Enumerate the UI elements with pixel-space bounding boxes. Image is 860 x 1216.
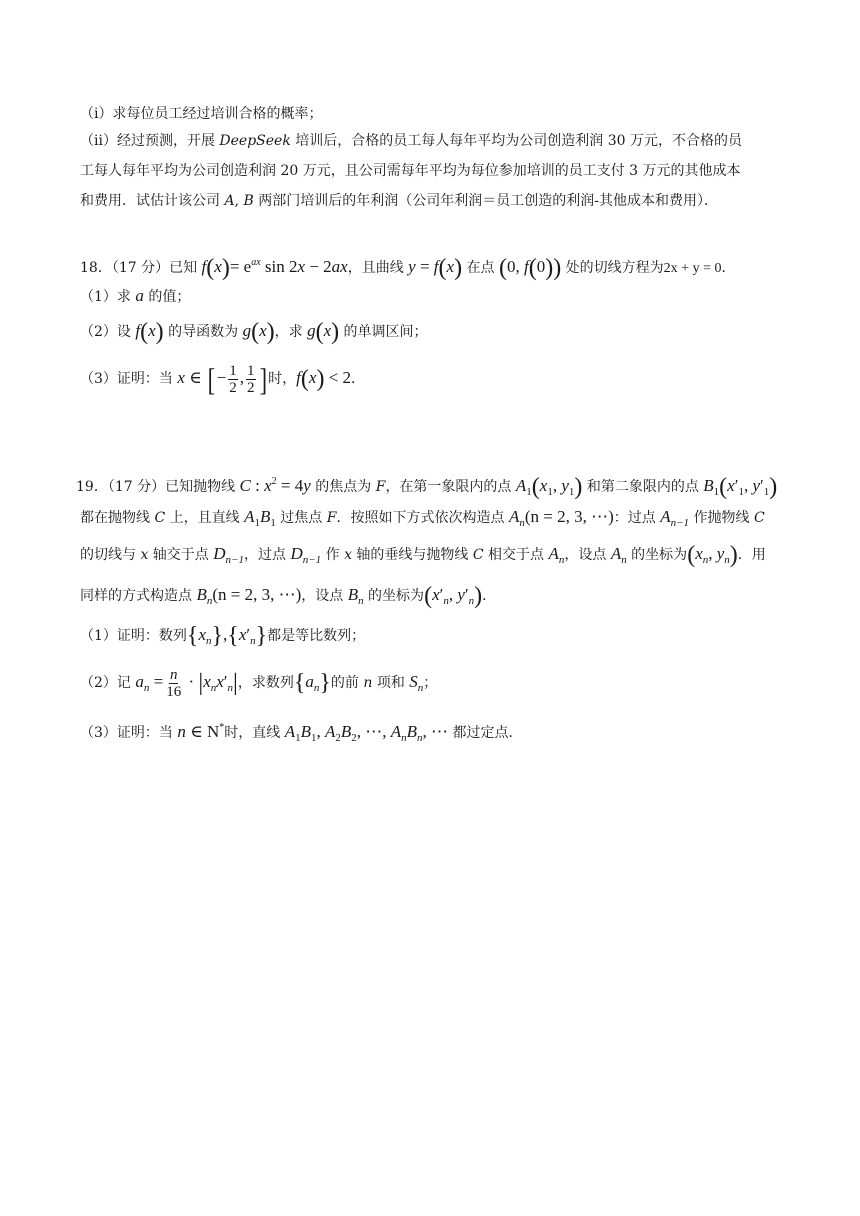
q19-point-A1: $A_1(x_1$, $y_1$) xyxy=(515,474,583,500)
q18-part2: （2）设 f(x) 的导函数为 g(x)，求 g(x) 的单调区间； xyxy=(80,319,428,345)
q19-an-def: $a_n$ = $\frac{n}{16}$ · $|x_nx'_n|$ xyxy=(135,666,238,700)
q19-stem-line1: 19．（17 分）已知抛物线 C : $x^2 = 4y$ 的焦点为 F，在第一象限内的点 $A_1(x_1$, $y_1$) 和第二象限内的点 $B_1(x'_1$, $y'_1$) xyxy=(76,474,778,500)
q17-line3: 和费用．试估计该公司 A, B 两部门培训后的年利润（公司年利润＝员工创造的利润-其他成本和费用）． xyxy=(80,193,718,209)
q17-sub-ii: （ⅱ）经过预测，开展 DeepSeek 培训后，合格的员工每人每年平均为公司创造利润 30 万元，不合格的员 xyxy=(80,133,742,149)
q19-stem-line3: 的切线与 x 轴交于点 $D_{n-1}$，过点 $D_{n-1}$ 作 x 轴的垂线与抛物线 C 相交于点 $A_n$，设点 $A_n$ 的坐标为($x_n$, $y_n$)．用 xyxy=(80,542,766,568)
q19-point-B1: $B_1(x'_1$, $y'_1$) xyxy=(703,474,778,500)
q18-curve: y = f(x) xyxy=(408,255,463,281)
q17-line2: 工每人每年平均为公司创造利润 20 万元，且公司需每年平均为每位参加培训的员工支付 3 万元的其他成本 xyxy=(80,163,741,179)
q17-sub-i: （ⅰ）求每位员工经过培训合格的概率； xyxy=(80,106,323,122)
q19-part2: （2）记 $a_n$ = $\frac{n}{16}$ · $|x_nx'_n|$，求数列$\{a_n\}$的前 n 项和 $S_n$； xyxy=(80,666,438,700)
q18-point: (0, f(0)) xyxy=(498,255,562,281)
q19-stem-line4: 同样的方式构造点 $B_n(n = 2$, 3, ⋯)，设点 $B_n$ 的坐标为($x'_n$, $y'_n$)． xyxy=(80,583,497,609)
q18-stem: 18．（17 分）已知 $f(x)= e^{ax}$ sin 2x − 2ax，且曲线 y = f(x) 在点 (0, f(0)) 处的切线方程为2x + y = 0． xyxy=(80,255,736,281)
q18-part1: （1）求 a 的值； xyxy=(80,286,191,305)
q18-function-def: $f(x)= e^{ax}$ sin 2x − 2ax xyxy=(201,255,348,281)
q18-part3: （3）证明：当 x ∈ [− $\frac{1}{2}$ , $\frac{1}{2}$ ] 时，f(x) < 2． xyxy=(80,361,366,397)
q19-parabola: C : $x^2 = 4y$ xyxy=(239,476,311,495)
q19-part3: （3）证明：当 n ∈ N*时，直线 $A_1B_1$, $A_2B_2$, ⋯, $A_nB_n$, ⋯ 都过定点． xyxy=(80,722,523,744)
q18-interval: x ∈ [− $\frac{1}{2}$ , $\frac{1}{2}$ ] xyxy=(177,361,267,397)
q18-tangent-equation: 2x + y = 0 xyxy=(663,261,722,276)
q19-stem-line2: 都在抛物线 C 上，且直线 $A_1B_1$ 过焦点 F．按照如下方式依次构造点 $A_n(n = 2$, 3, ⋯)：过点 $A_{n-1}$ 作抛物线 C xyxy=(80,507,765,529)
q19-lines-list: $A_1B_1$, $A_2B_2$, ⋯, $A_nB_n$, ⋯ xyxy=(284,722,449,744)
q19-part1: （1）证明：数列$\{x_n\},\{x'_n\}$都是等比数列； xyxy=(80,623,366,649)
